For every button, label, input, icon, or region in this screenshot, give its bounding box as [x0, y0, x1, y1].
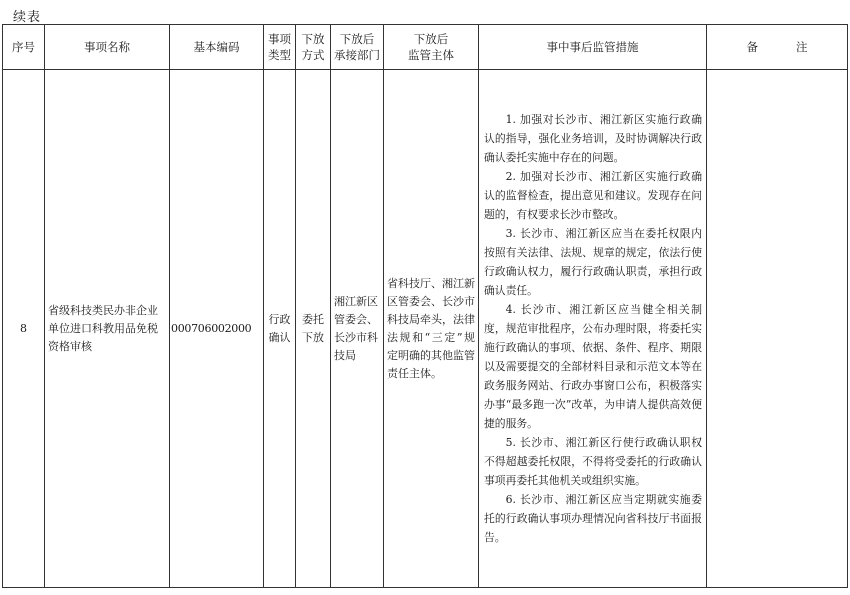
cell-receiving-dept: 湘江新区管委会、长沙市科技局 [331, 70, 384, 588]
measure-item: 2. 加强对长沙市、湘江新区实施行政确认的监督检查，提出意见和建议。发现存在问题的，有权要求长沙市整改。 [484, 170, 702, 221]
header-receiving-dept: 下放后 承接部门 [331, 25, 384, 70]
cell-item-name: 省级科技类民办非企业单位进口科教用品免税资格审核 [45, 70, 170, 588]
cell-seq: 8 [3, 70, 45, 588]
header-supervisor: 下放后 监管主体 [384, 25, 479, 70]
header-remarks: 备 注 [707, 25, 848, 70]
cell-item-type: 行政 确认 [264, 70, 296, 588]
header-row [3, 25, 848, 70]
measure-item: 3. 长沙市、湘江新区应当在委托权限内按照有关法律、法规、规章的规定，依法行使行政确认权力，履行行政确认职责，承担行政确认责任。 [484, 227, 702, 297]
header-item-name: 事项名称 [45, 25, 170, 70]
measure-item: 6. 长沙市、湘江新区应当定期就实施委托的行政确认事项办理情况向省科技厅书面报告。 [484, 493, 702, 544]
header-delegation-mode: 下放 方式 [296, 25, 331, 70]
measure-item: 5. 长沙市、湘江新区行使行政确认职权不得超越委托权限，不得将受委托的行政确认事项再委托其他机关或组织实施。 [484, 436, 702, 487]
cell-base-code: 000706002000 [170, 70, 264, 588]
cell-delegation-mode: 委托 下放 [296, 70, 331, 588]
cell-measures [479, 70, 707, 588]
delegation-table [2, 24, 848, 588]
header-measures: 事中事后监管措施 [479, 25, 707, 70]
measure-item: 1. 加强对长沙市、湘江新区实施行政确认的指导，强化业务培训，及时协调解决行政确认委托实施中存在的问题。 [484, 113, 702, 164]
measure-item: 4. 长沙市、湘江新区应当健全相关制度，规范审批程序，公布办理时限，将委托实施行政确认的事项、依据、条件、程序、期限以及需要提交的全部材料目录和示范文本等在政务服务网站、行政办事窗口公布，积极落实办事“最多跑一次”改革，为申请人提供高效便捷的服务。 [484, 303, 702, 430]
header-seq: 序号 [3, 25, 45, 70]
table-row [3, 70, 848, 588]
header-item-type: 事项 类型 [264, 25, 296, 70]
cell-remarks [707, 70, 848, 588]
table-caption: 续表 [13, 10, 42, 25]
cell-supervisor: 省科技厅、湘江新区管委会、长沙市科技局牵头，法律法规和“三定”规定明确的其他监管责任主体。 [384, 70, 479, 588]
header-base-code: 基本编码 [170, 25, 264, 70]
